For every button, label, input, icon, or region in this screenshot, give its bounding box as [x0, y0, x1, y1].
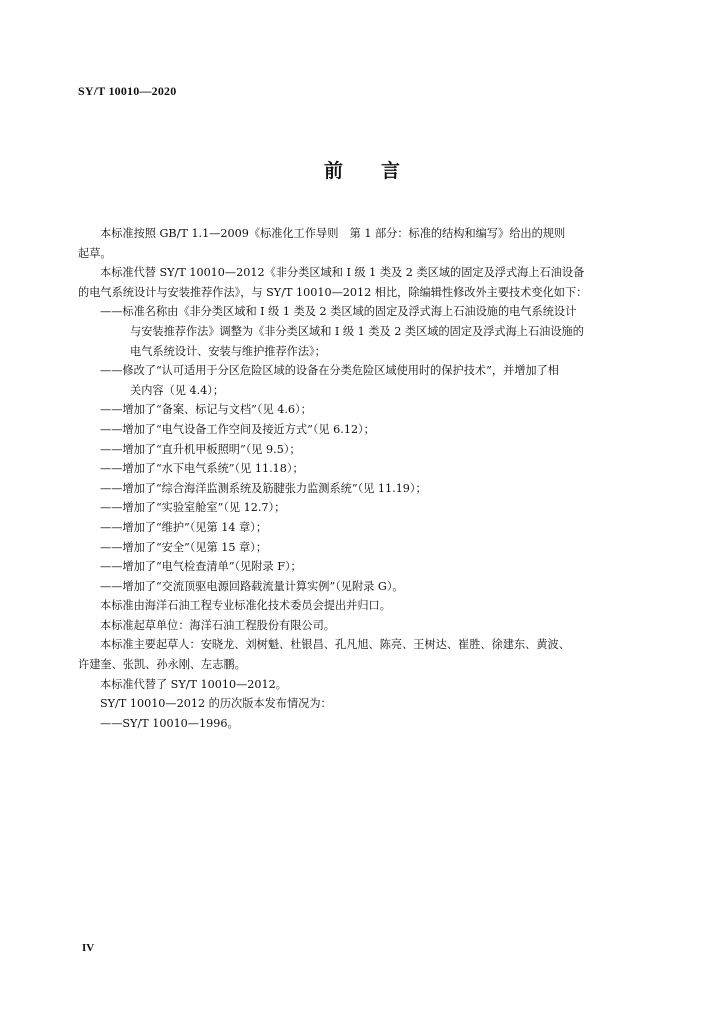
title-char-1: 前	[323, 160, 343, 182]
change-item-7: ——增加了“综合海洋监测系统及筋腱张力监测系统”（见 11.19）；	[100, 481, 427, 495]
title-char-2: 言	[381, 160, 401, 182]
paragraph-drafting-unit: 本标准起草单位：海洋石油工程股份有限公司。	[100, 618, 335, 632]
change-item-9: ——增加了“维护”（见第 14 章）；	[100, 520, 268, 534]
paragraph-drafters: 本标准主要起草人：安晓龙、刘树魁、杜银昌、孔凡旭、陈亮、王树达、崔胜、徐建东、黄波、	[100, 638, 570, 652]
paragraph-history-item: ——SY/T 10010—1996。	[100, 716, 239, 730]
paragraph-history-intro: SY/T 10010—2012 的历次版本发布情况为：	[100, 697, 332, 711]
change-item-3: ——增加了“备案、标记与文档”（见 4.6）；	[100, 403, 312, 417]
change-item-8: ——增加了“实验室舱室”（见 12.7）；	[100, 501, 286, 515]
change-item-2-cont: 关内容（见 4.4）；	[130, 383, 225, 397]
page-number: IV	[82, 942, 95, 954]
change-item-5: ——增加了“直升机甲板照明”（见 9.5）；	[100, 442, 301, 456]
change-item-10: ——增加了“安全”（见第 15 章）；	[100, 540, 268, 554]
paragraph-replaces-cont: 的电气系统设计与安装推荐作法》，与 SY/T 10010—2012 相比，除编辑性修改外主要技术变化如下：	[78, 285, 588, 299]
change-item-1-cont2: 电气系统设计、安装与维护推荐作法》；	[130, 344, 326, 358]
change-item-2: ——修改了“认可适用于分区危险区域的设备在分类危险区域使用时的保护技术”，并增加了相	[100, 364, 559, 378]
change-item-4: ——增加了“电气设备工作空间及接近方式”（见 6.12）；	[100, 422, 375, 436]
paragraph-replaced: 本标准代替了 SY/T 10010—2012。	[100, 677, 287, 691]
standard-code: SY/T 10010—2020	[78, 84, 177, 98]
paragraph-replaces: 本标准代替 SY/T 10010—2012《非分类区域和 I 级 1 类及 2 类区域的固定及浮式海上石油设备	[100, 266, 585, 280]
paragraph-drafting-rules-cont: 起草。	[78, 246, 112, 260]
paragraph-drafters-cont: 许建奎、张凯、孙永刚、左志鹏。	[78, 658, 246, 672]
change-item-1: ——标准名称由《非分类区域和 I 级 1 类及 2 类区域的固定及浮式海上石油设施的电气系统设计	[100, 305, 577, 319]
foreword-body	[78, 224, 648, 733]
change-item-12: ——增加了“交流顶驱电源回路载流量计算实例”（见附录 G）。	[100, 579, 404, 593]
paragraph-drafting-rules: 本标准按照 GB/T 1.1—2009《标准化工作导则 第 1 部分：标准的结构和编写》给出的规则	[100, 227, 566, 240]
change-item-11: ——增加了“电气检查清单”（见附录 F）；	[100, 560, 302, 574]
page-title	[0, 156, 724, 183]
change-item-1-cont: 与安装推荐作法》调整为《非分类区域和 I 级 1 类及 2 类区域的固定及浮式海上石油设施的	[130, 324, 584, 338]
paragraph-proposer: 本标准由海洋石油工程专业标准化技术委员会提出并归口。	[100, 599, 391, 613]
change-item-6: ——增加了“水下电气系统”（见 11.18）；	[100, 462, 304, 476]
